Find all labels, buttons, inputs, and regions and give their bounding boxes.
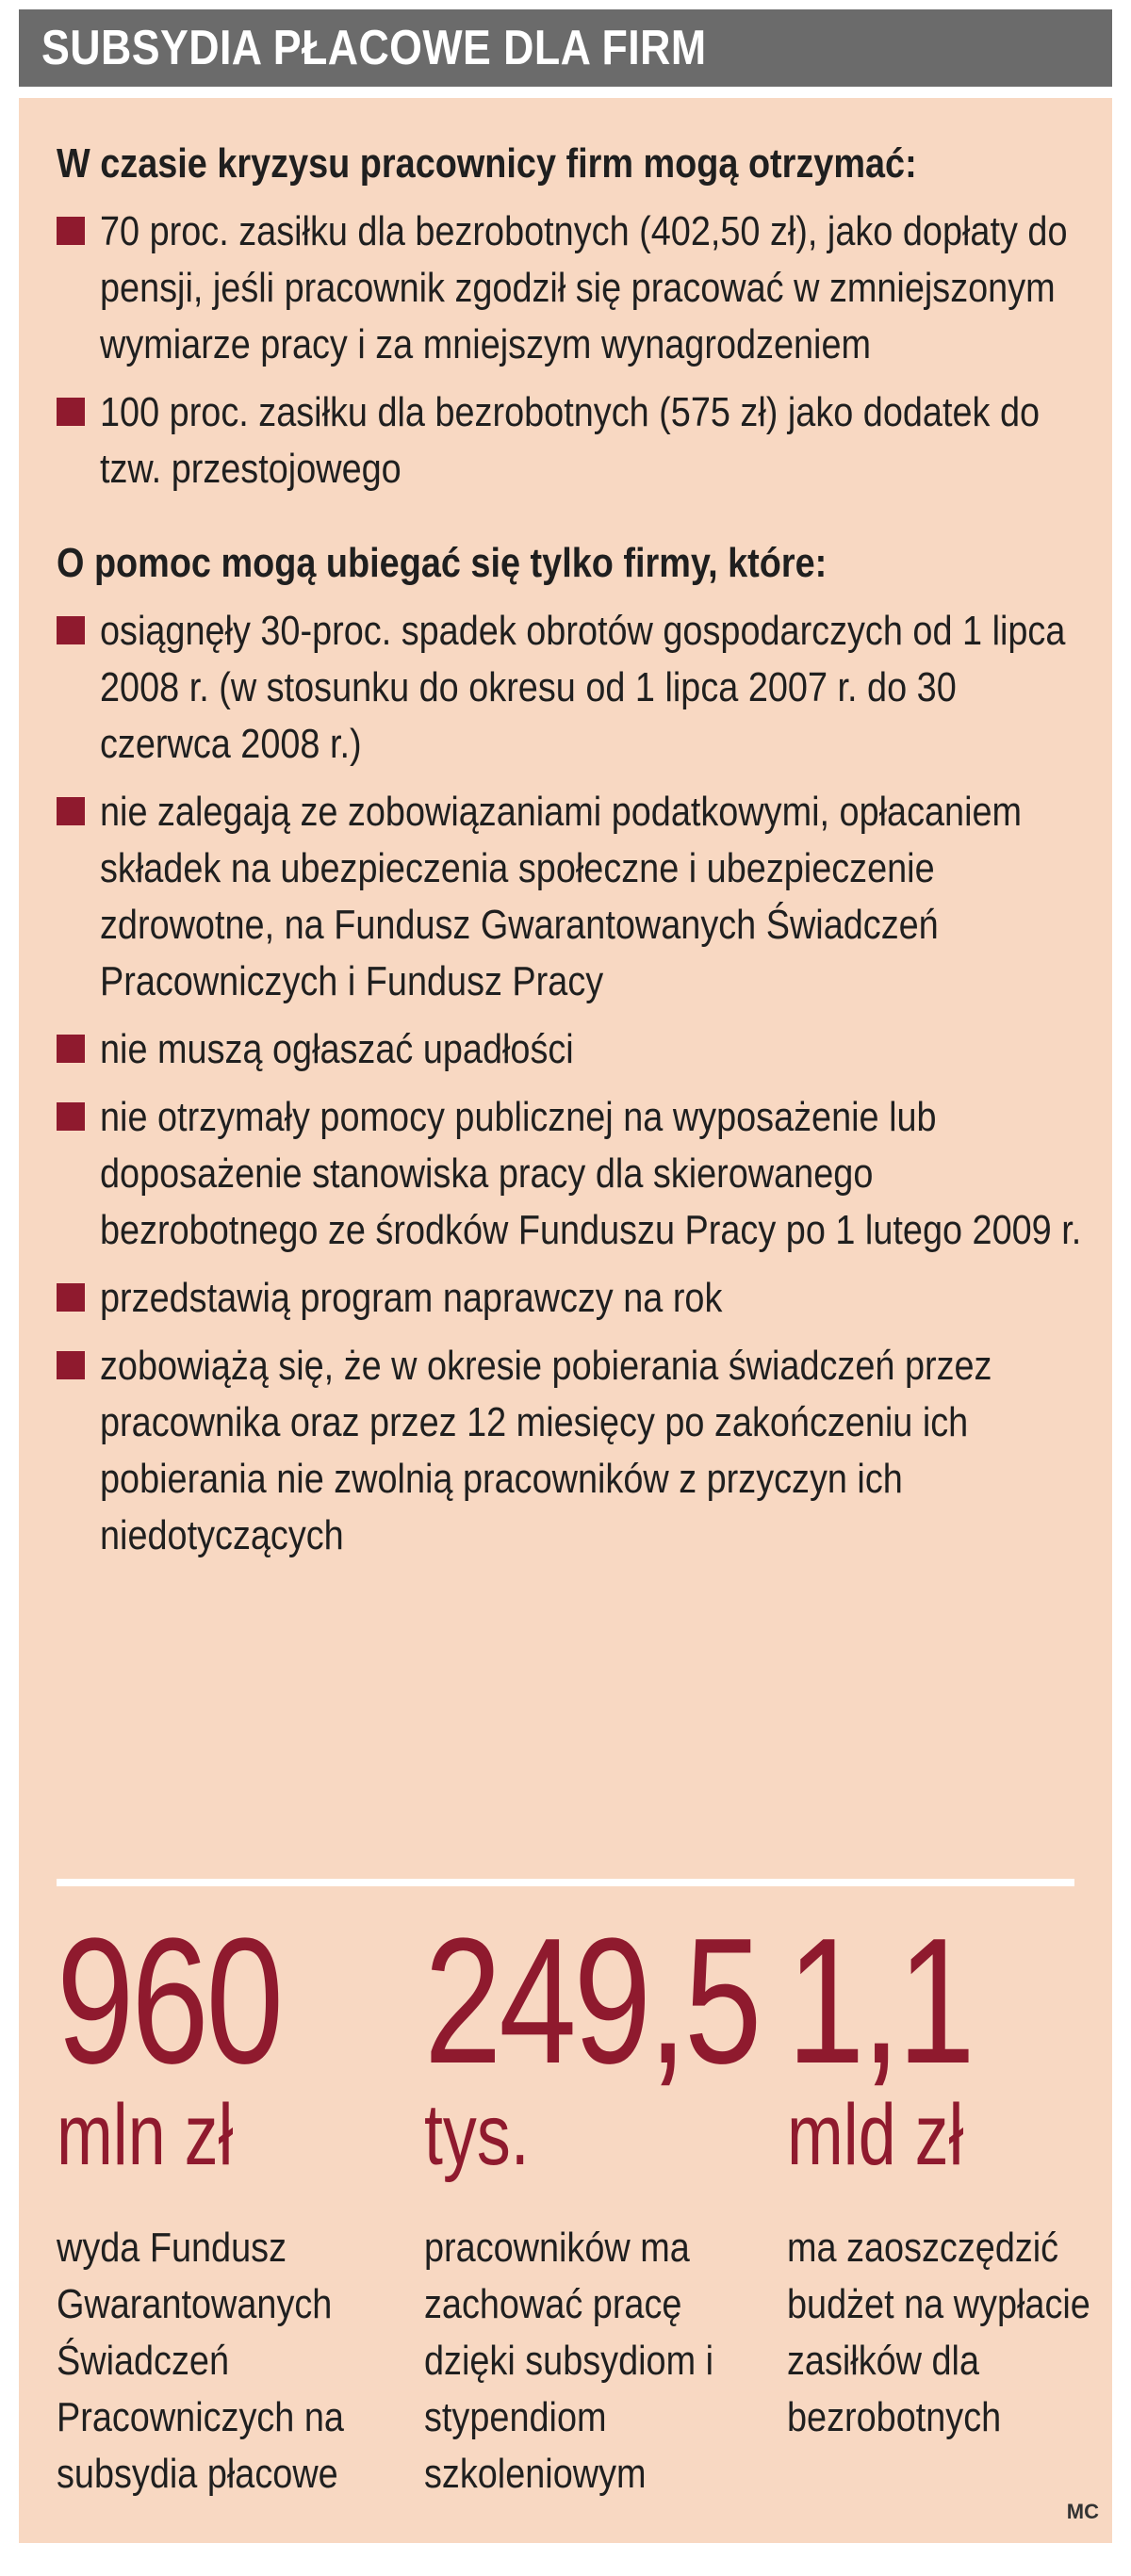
square-bullet-icon: [57, 217, 85, 245]
list-item: 70 proc. zasiłku dla bezrobotnych (402,50 zł), jako dopłaty do pensji, jeśli pracownik zgodził się pracować w zmniejszonym wymiarze pracy i za mniejszym wynagrodzeniem: [57, 204, 1084, 373]
stat-unit: mld zł: [787, 2087, 964, 2183]
stat-budget-savings: [787, 1901, 1131, 2446]
text-area: [57, 136, 1084, 1564]
content-panel: [19, 98, 1112, 2543]
list-item: przedstawią program naprawczy na rok: [57, 1270, 1084, 1327]
section-title-eligibility: O pomoc mogą ubiegać się tylko firmy, które:: [57, 540, 828, 586]
square-bullet-icon: [57, 797, 85, 825]
stat-number: 1,1: [787, 1901, 973, 2101]
stat-description: wyda Fundusz Gwarantowanych Świadczeń Pracowniczych na subsydia płacowe: [57, 2225, 344, 2497]
square-bullet-icon: [57, 1351, 85, 1379]
author-credit: MC: [1066, 2500, 1099, 2523]
eligibility-list: [57, 603, 1084, 1564]
stat-number: 249,5: [424, 1901, 760, 2101]
benefits-list: [57, 204, 1084, 497]
square-bullet-icon: [57, 398, 85, 426]
square-bullet-icon: [57, 1102, 85, 1131]
divider: [57, 1879, 1074, 1886]
list-item: osiągnęły 30-proc. spadek obrotów gospodarczych od 1 lipca 2008 r. (w stosunku do okresu od 1 lipca 2007 r. do 30 czerwca 2008 r.): [57, 603, 1084, 773]
list-item: nie otrzymały pomocy publicznej na wyposażenie lub doposażenie stanowiska pracy dla skierowanego bezrobotnego ze środków Funduszu Pracy po 1 lutego 2009 r.: [57, 1089, 1084, 1259]
section-title-benefits: W czasie kryzysu pracownicy firm mogą otrzymać:: [57, 140, 917, 187]
stat-unit: mln zł: [57, 2087, 234, 2183]
square-bullet-icon: [57, 616, 85, 644]
header-bar: [19, 9, 1112, 87]
list-item: nie zalegają ze zobowiązaniami podatkowymi, opłacaniem składek na ubezpieczenia społeczne i ubezpieczenie zdrowotne, na Fundusz Gwarantowanych Świadczeń Pracowniczych i Fundusz Pracy: [57, 784, 1084, 1010]
page-title: SUBSYDIA PŁACOWE DLA FIRM: [41, 21, 707, 75]
stat-description: ma zaoszczędzić budżet na wypłacie zasiłków dla bezrobotnych: [787, 2225, 1090, 2440]
stat-number: 960: [57, 1901, 281, 2101]
stat-description: pracowników ma zachować pracę dzięki subsydiom i stypendiom szkoleniowym: [424, 2225, 714, 2497]
square-bullet-icon: [57, 1035, 85, 1063]
list-item: 100 proc. zasiłku dla bezrobotnych (575 zł) jako dodatek do tzw. przestojowego: [57, 384, 1084, 497]
list-item: nie muszą ogłaszać upadłości: [57, 1021, 1084, 1078]
stat-fund-spending: [57, 1901, 434, 2503]
square-bullet-icon: [57, 1283, 85, 1312]
stat-unit: tys.: [424, 2087, 530, 2183]
list-item: zobowiążą się, że w okresie pobierania świadczeń przez pracownika oraz przez 12 miesięcy po zakończeniu ich pobierania nie zwolnią pracowników z przyczyn ich niedotyczących: [57, 1338, 1084, 1564]
